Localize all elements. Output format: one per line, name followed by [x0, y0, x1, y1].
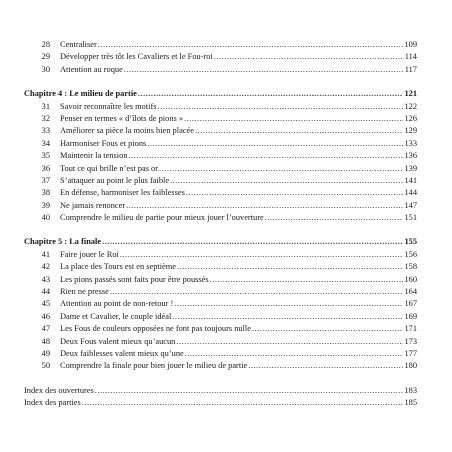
entry-title: Tout ce qui brille n’est pas or: [60, 163, 159, 173]
dot-leader: [184, 113, 403, 125]
dot-leader: [120, 249, 404, 261]
toc-entry[interactable]: [24, 348, 417, 360]
dot-leader: [177, 261, 403, 273]
entry-page-number: 160: [404, 274, 417, 284]
entry-page-number: 156: [404, 249, 417, 259]
toc-entry[interactable]: [24, 298, 417, 310]
entry-number: 33: [41, 126, 50, 136]
entry-title: Comprendre la finale pour bien jouer le milieu de partie: [60, 361, 248, 371]
entry-page-number: 136: [404, 151, 417, 161]
entry-title: Faire jouer le Roi: [60, 249, 119, 259]
entry-number: 35: [41, 151, 50, 161]
chapter-page-number: 121: [404, 89, 417, 99]
index-entry[interactable]: [24, 385, 417, 397]
dot-leader: [185, 348, 404, 360]
chapter-title: Chapitre 4 : Le milieu de partie: [24, 89, 137, 99]
entry-page-number: 173: [404, 336, 417, 346]
entry-title: Harmoniser Fous et pions: [60, 138, 147, 148]
entry-title: Maintenir la tension: [60, 151, 128, 161]
index-page-number: 183: [404, 385, 417, 395]
entry-number: 47: [41, 324, 50, 334]
section-gap: [24, 76, 417, 88]
dot-leader: [265, 212, 404, 224]
section-gap: [24, 224, 417, 236]
entry-number: 49: [41, 348, 50, 358]
toc-entry[interactable]: [24, 336, 417, 348]
entry-page-number: 171: [404, 324, 417, 334]
dot-leader: [82, 397, 404, 409]
entry-title: Les pions passés sont faits pour être poussés: [60, 274, 209, 284]
chapter-heading[interactable]: [24, 88, 417, 100]
chapter-title: Chapitre 5 : La finale: [24, 237, 102, 247]
entry-title: En défense, harmoniser les faiblesses: [60, 188, 185, 198]
entry-title: Améliorer sa pièce la moins bien placée: [60, 126, 194, 136]
dot-leader: [110, 286, 404, 298]
entry-title: Attention au roque: [60, 64, 123, 74]
dot-leader: [159, 163, 403, 175]
toc-entry[interactable]: [24, 113, 417, 125]
index-page-number: 185: [404, 398, 417, 408]
entry-title: Les Fous de couleurs opposées ne font pas toujours nulle: [60, 324, 251, 334]
entry-page-number: 158: [404, 262, 417, 272]
section-gap: [24, 373, 417, 385]
entry-number: 36: [41, 163, 50, 173]
entry-number: 38: [41, 188, 50, 198]
entry-page-number: 151: [404, 213, 417, 223]
entry-title: Centraliser: [60, 40, 97, 49]
toc-entry[interactable]: [24, 64, 417, 76]
toc-entry[interactable]: [24, 200, 417, 212]
toc-entry[interactable]: [24, 175, 417, 187]
entry-number: 40: [41, 213, 50, 223]
toc-entry[interactable]: [24, 360, 417, 372]
toc-entry[interactable]: [24, 274, 417, 286]
dot-leader: [186, 187, 404, 199]
entry-page-number: 164: [404, 287, 417, 297]
entry-number: 42: [41, 262, 50, 272]
index-title: Index des parties: [24, 398, 81, 408]
dot-leader: [176, 336, 403, 348]
dot-leader: [128, 150, 403, 162]
entry-page-number: 117: [404, 64, 417, 74]
entry-page-number: 177: [404, 348, 417, 358]
entry-title: Ne jamais renoncer: [60, 200, 126, 210]
table-of-contents: [24, 39, 417, 410]
chapter-page-number: 155: [404, 237, 417, 247]
entry-number: 50: [41, 361, 50, 371]
entry-page-number: 147: [404, 200, 417, 210]
entry-title: Deux faiblesses valent mieux qu’une: [60, 348, 184, 358]
entry-page-number: 139: [404, 163, 417, 173]
entry-title: Comprendre le milieu de partie pour mieux jouer l’ouverture: [60, 213, 264, 223]
dot-leader: [248, 360, 403, 372]
dot-leader: [98, 39, 404, 51]
toc-entry[interactable]: [24, 101, 417, 113]
entry-title: Dame et Cavalier, le couple idéal: [60, 311, 172, 321]
entry-title: Attention au point de non-retour !: [60, 299, 174, 309]
entry-number: 45: [41, 299, 50, 309]
entry-title: Penser en termes « d’îlots de pions »: [60, 113, 184, 123]
dot-leader: [147, 138, 403, 150]
entry-page-number: 169: [404, 311, 417, 321]
entry-number: 34: [41, 138, 50, 148]
entry-number: 37: [41, 175, 50, 185]
toc-entry[interactable]: [24, 212, 417, 224]
entry-number: 39: [41, 200, 50, 210]
toc-entry[interactable]: [24, 187, 417, 199]
dot-leader: [172, 311, 403, 323]
toc-entry[interactable]: [24, 163, 417, 175]
dot-leader: [210, 274, 404, 286]
index-title: Index des ouvertures: [24, 385, 94, 395]
toc-entry[interactable]: [24, 261, 417, 273]
entry-number: 31: [41, 101, 50, 111]
toc-entry[interactable]: [24, 323, 417, 335]
dot-leader: [195, 125, 403, 137]
dot-leader: [214, 51, 404, 63]
entry-number: 30: [41, 64, 50, 74]
toc-entry[interactable]: [24, 125, 417, 137]
entry-page-number: 126: [404, 113, 417, 123]
entry-number: 46: [41, 311, 50, 321]
dot-leader: [95, 385, 404, 397]
toc-entry[interactable]: [24, 286, 417, 298]
toc-entry[interactable]: [24, 249, 417, 261]
dot-leader: [126, 200, 403, 212]
toc-entry[interactable]: [24, 311, 417, 323]
entry-number: 41: [41, 249, 50, 259]
entry-page-number: 122: [404, 101, 417, 111]
entry-number: 28: [41, 40, 50, 49]
dot-leader: [158, 101, 404, 113]
entry-number: 44: [41, 287, 50, 297]
entry-title: S’attaquer au point le plus faible: [60, 175, 170, 185]
index-entry[interactable]: [24, 397, 417, 409]
entry-number: 43: [41, 274, 50, 284]
dot-leader: [252, 323, 403, 335]
entry-page-number: 114: [404, 52, 417, 62]
dot-leader: [138, 88, 404, 100]
entry-page-number: 141: [404, 175, 417, 185]
entry-title: Développer très tôt les Cavaliers et le Fou-roi: [60, 52, 213, 62]
toc-entry[interactable]: [24, 138, 417, 150]
toc-entry[interactable]: [24, 51, 417, 63]
entry-number: 29: [41, 52, 50, 62]
entry-page-number: 109: [404, 40, 417, 49]
chapter-heading[interactable]: [24, 236, 417, 248]
dot-leader: [170, 175, 403, 187]
entry-page-number: 180: [404, 361, 417, 371]
dot-leader: [174, 298, 403, 310]
entry-number: 32: [41, 113, 50, 123]
entry-title: Deux Fous valent mieux qu’aucun: [60, 336, 176, 346]
entry-title: Rien ne presse: [60, 287, 109, 297]
entry-page-number: 133: [404, 138, 417, 148]
entry-page-number: 129: [404, 126, 417, 136]
entry-page-number: 167: [404, 299, 417, 309]
entry-page-number: 144: [404, 188, 417, 198]
dot-leader: [102, 236, 403, 248]
entry-number: 48: [41, 336, 50, 346]
toc-entry[interactable]: [24, 39, 417, 51]
entry-title: Savoir reconnaître les motifs: [60, 101, 157, 111]
toc-entry[interactable]: [24, 150, 417, 162]
entry-title: La place des Tours est en septième: [60, 262, 177, 272]
dot-leader: [124, 64, 404, 76]
